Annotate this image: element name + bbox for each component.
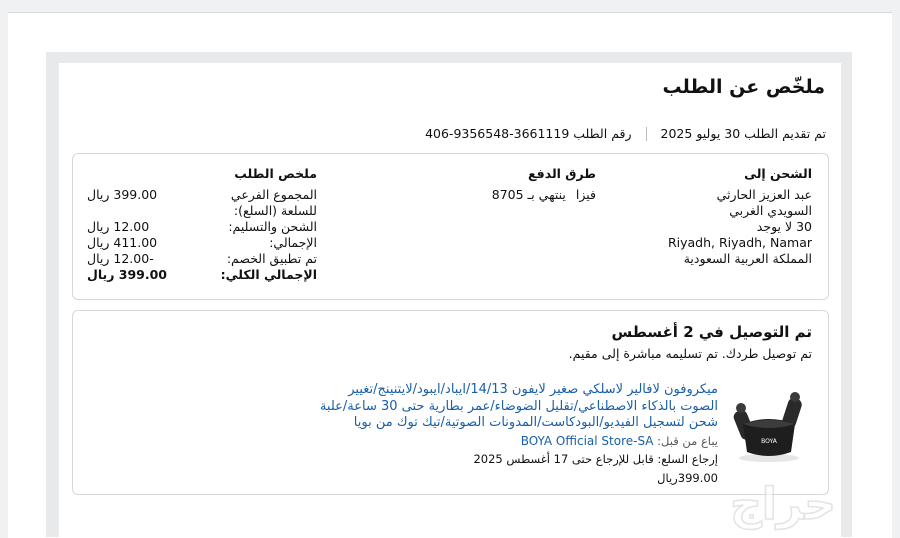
summary-value: 399.00 ريال — [87, 187, 158, 202]
return-policy: إرجاع السلع: قابل للإرجاع حتى 17 أغسطس 2025 — [473, 452, 718, 466]
watermark-text: حراج — [730, 479, 836, 530]
seller-link[interactable]: BOYA Official Store-SA — [520, 433, 654, 448]
order-meta — [425, 126, 826, 141]
shipping-line: عبد العزيز الحارثي — [716, 187, 812, 202]
grand-total-value: 399.00 ريال — [86, 267, 167, 282]
order-placed-date: تم تقديم الطلب 30 يوليو 2025 — [660, 126, 826, 141]
shipping-line: المملكة العربية السعودية — [683, 251, 812, 266]
delivery-card — [72, 310, 829, 495]
summary-value: -12.00 ريال — [87, 251, 154, 266]
order-number: رقم الطلب 3661119-9356548-406 — [425, 126, 632, 141]
shipping-header: الشحن إلى — [744, 166, 812, 181]
product-price: 399.00ريال — [657, 470, 718, 485]
summary-header: ملخص الطلب — [234, 166, 317, 181]
shipping-line: 30 لا يوجد — [756, 219, 812, 234]
grand-total-label: الإجمالي الكلي: — [220, 267, 317, 282]
summary-row — [87, 187, 317, 219]
order-details-card — [72, 153, 829, 300]
sold-by — [313, 433, 718, 450]
summary-row — [87, 235, 317, 251]
shipping-address — [612, 166, 812, 267]
summary-value: 12.00 ريال — [87, 219, 150, 234]
summary-label: الشحن والتسليم: — [228, 219, 317, 234]
summary-label: تم تطبيق الخصم: — [226, 251, 317, 266]
haraj-watermark — [668, 473, 898, 537]
summary-label: الإجمالي: — [269, 235, 317, 250]
summary-total-row — [87, 267, 317, 283]
summary-row — [87, 219, 317, 235]
shipping-line: السويدي الغربي — [729, 203, 812, 218]
summary-label: المجموع الفرعي للسلعة (السلع): — [230, 187, 317, 218]
payment-method — [396, 166, 596, 203]
shipping-line: Riyadh, Riyadh, Namar — [667, 235, 812, 250]
card-brand: فيزا — [575, 187, 596, 202]
meta-divider — [646, 127, 647, 141]
product-image[interactable] — [729, 386, 809, 466]
payment-card — [396, 187, 596, 203]
product-title-link[interactable]: ميكروفون لافالير لاسلكي صغير لايفون 14/13/ايباد/ايبود/لايتنينج/تغيير الصوت بالذكاء الاصطناعي/تقليل الضوضاء/عمر بطارية حتى 30 ساعة/علبة شحن لتسجيل الفيديو/البودكاست/المدونات الصوتية/تيك توك من بويا — [319, 382, 718, 430]
summary-row — [87, 251, 317, 267]
card-ending: ينتهي بـ 8705 — [491, 187, 566, 202]
sold-by-label: يباع من قبل: — [657, 433, 718, 448]
payment-header: طرق الدفع — [528, 166, 596, 181]
product-info — [313, 382, 718, 486]
order-summary — [87, 166, 317, 283]
summary-value: 411.00 ريال — [87, 235, 158, 250]
delivery-status-title: تم التوصيل في 2 أغسطس — [611, 323, 812, 341]
delivery-status-subtitle: تم توصيل طردك. تم تسليمه مباشرة إلى مقيم. — [568, 346, 812, 361]
page-title: ملخّص عن الطلب — [662, 76, 825, 98]
product-image-brand: BOYA — [761, 438, 777, 445]
